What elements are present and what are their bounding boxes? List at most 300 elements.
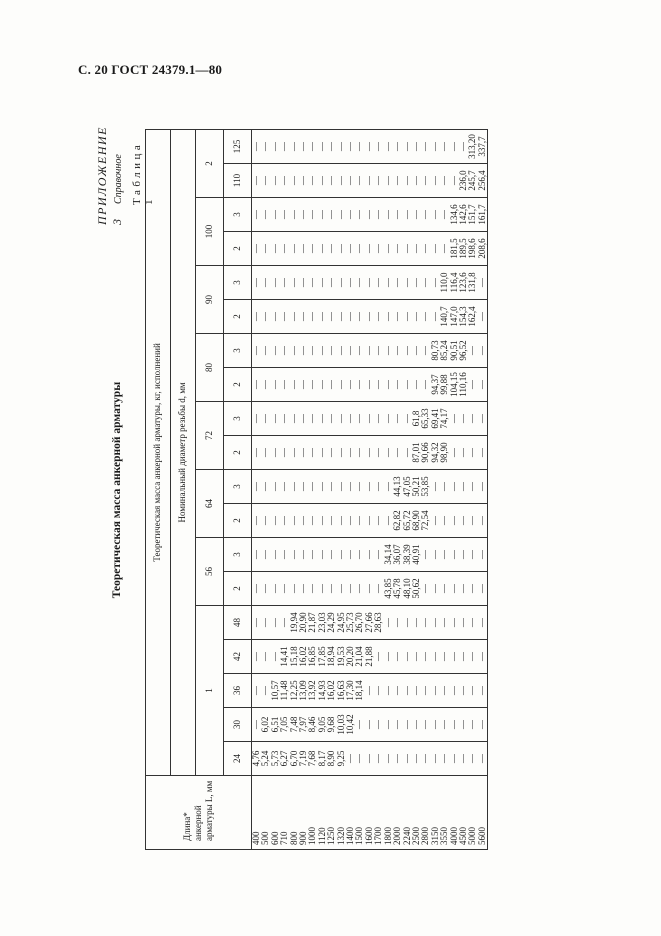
mass-cell: — xyxy=(271,538,280,572)
mass-cell: — xyxy=(450,742,459,776)
mass-cell: — xyxy=(421,232,430,266)
length-cell: 3150 xyxy=(431,776,440,850)
mass-cell: — xyxy=(459,674,468,708)
mass-cell: — xyxy=(290,368,299,402)
mass-cell: — xyxy=(355,742,364,776)
mass-cell: 40,91 xyxy=(412,538,421,572)
mass-cell: — xyxy=(440,674,449,708)
mass-cell: — xyxy=(431,300,440,334)
mass-cell: — xyxy=(355,300,364,334)
length-cell: 500 xyxy=(261,776,270,850)
mass-cell: — xyxy=(478,470,488,504)
mass-cell: — xyxy=(318,232,327,266)
mass-cell: — xyxy=(252,708,262,742)
mass-cell: — xyxy=(355,164,364,198)
mass-cell: — xyxy=(440,198,449,232)
length-cell: 2240 xyxy=(403,776,412,850)
mass-cell: — xyxy=(365,504,374,538)
length-cell: 5600 xyxy=(478,776,488,850)
mass-cell: — xyxy=(374,436,383,470)
mass-cell: — xyxy=(308,368,317,402)
mass-cell: — xyxy=(280,470,289,504)
mass-cell: — xyxy=(252,164,262,198)
mass-cell: — xyxy=(459,572,468,606)
mass-cell: — xyxy=(374,129,383,163)
mass-cell: — xyxy=(327,232,336,266)
length-cell: 1600 xyxy=(365,776,374,850)
mass-cell: 245,7 xyxy=(468,164,477,198)
mass-cell: — xyxy=(468,742,477,776)
mass-cell: — xyxy=(355,708,364,742)
mass-cell: 181,5 xyxy=(450,232,459,266)
mass-cell: 27,66 xyxy=(365,606,374,640)
mass-cell: — xyxy=(384,334,393,368)
mass-cell: 94,37 xyxy=(431,368,440,402)
mass-cell: — xyxy=(261,402,270,436)
mass-cell: 24,95 xyxy=(337,606,346,640)
mass-cell: — xyxy=(393,436,402,470)
length-cell: 1500 xyxy=(355,776,364,850)
mass-cell: 14,93 xyxy=(318,674,327,708)
mass-cell: — xyxy=(365,572,374,606)
mass-cell: — xyxy=(384,742,393,776)
mass-cell: — xyxy=(346,232,355,266)
mass-cell: — xyxy=(450,470,459,504)
mass-cell: — xyxy=(337,232,346,266)
mass-cell: — xyxy=(478,402,488,436)
mass-cell: — xyxy=(393,640,402,674)
length-cell: 4000 xyxy=(450,776,459,850)
mass-cell: 96,52 xyxy=(459,334,468,368)
mass-cell: — xyxy=(412,640,421,674)
mass-cell: — xyxy=(412,606,421,640)
mass-cell: 140,7 xyxy=(440,300,449,334)
mass-cell: — xyxy=(478,742,488,776)
mass-cell: — xyxy=(299,504,308,538)
mass-header: Теоретическая масса анкерной арматуры, кг, исполнений xyxy=(146,129,171,775)
mass-cell: — xyxy=(355,266,364,300)
length-cell: 2000 xyxy=(393,776,402,850)
mass-cell: — xyxy=(280,164,289,198)
mass-cell: 90,66 xyxy=(421,436,430,470)
length-cell: 710 xyxy=(280,776,289,850)
diameter-cell: 48 xyxy=(224,606,252,640)
mass-cell: — xyxy=(290,334,299,368)
table-body xyxy=(252,129,488,849)
mass-cell: — xyxy=(384,129,393,163)
length-cell: 1700 xyxy=(374,776,383,850)
mass-cell: 25,73 xyxy=(346,606,355,640)
table-label: Таблица 1 xyxy=(131,141,155,205)
mass-cell: 7,48 xyxy=(290,708,299,742)
mass-cell: — xyxy=(478,504,488,538)
mass-cell: 65,72 xyxy=(403,504,412,538)
mass-cell: — xyxy=(252,198,262,232)
mass-cell: 45,78 xyxy=(393,572,402,606)
mass-cell: — xyxy=(431,640,440,674)
mass-cell: — xyxy=(327,198,336,232)
mass-cell: — xyxy=(290,232,299,266)
mass-cell: — xyxy=(374,640,383,674)
mass-cell: — xyxy=(431,674,440,708)
mass-cell: — xyxy=(280,232,289,266)
mass-cell: — xyxy=(299,129,308,163)
mass-cell: 16,85 xyxy=(308,640,317,674)
mass-cell: — xyxy=(412,129,421,163)
mass-cell: — xyxy=(308,538,317,572)
mass-cell: — xyxy=(440,232,449,266)
mass-cell: — xyxy=(327,334,336,368)
length-cell: 1320 xyxy=(337,776,346,850)
mass-cell: — xyxy=(384,164,393,198)
mass-cell: — xyxy=(252,232,262,266)
diameter-cell: 100 xyxy=(196,198,224,266)
mass-cell: — xyxy=(459,129,468,163)
mass-cell: — xyxy=(365,436,374,470)
mass-cell: — xyxy=(261,198,270,232)
mass-cell: — xyxy=(337,436,346,470)
mass-cell: 87,01 xyxy=(412,436,421,470)
mass-cell: — xyxy=(337,572,346,606)
mass-cell: 7,68 xyxy=(308,742,317,776)
mass-cell: — xyxy=(337,129,346,163)
length-cell: 1120 xyxy=(318,776,327,850)
mass-cell: — xyxy=(280,402,289,436)
mass-cell: — xyxy=(459,742,468,776)
mass-cell: — xyxy=(252,538,262,572)
length-cell: 1800 xyxy=(384,776,393,850)
mass-cell: 189,5 xyxy=(459,232,468,266)
mass-cell: — xyxy=(308,129,317,163)
mass-cell: — xyxy=(374,708,383,742)
mass-cell: — xyxy=(252,674,262,708)
mass-cell: — xyxy=(384,708,393,742)
mass-cell: — xyxy=(459,470,468,504)
mass-cell: 6,70 xyxy=(290,742,299,776)
mass-cell: — xyxy=(355,334,364,368)
mass-cell: — xyxy=(393,266,402,300)
mass-cell: 99,88 xyxy=(440,368,449,402)
mass-cell: 90,51 xyxy=(450,334,459,368)
diameter-cell: 56 xyxy=(196,538,224,606)
mass-cell: — xyxy=(384,640,393,674)
mass-cell: — xyxy=(440,470,449,504)
exec-header: 3 xyxy=(224,402,252,436)
mass-cell: — xyxy=(252,470,262,504)
mass-cell: — xyxy=(478,300,488,334)
mass-cell: — xyxy=(431,742,440,776)
diameter-cell: 125 xyxy=(224,129,252,163)
exec-header: 3 xyxy=(224,538,252,572)
mass-cell: — xyxy=(421,198,430,232)
mass-cell: — xyxy=(374,198,383,232)
mass-cell: — xyxy=(384,504,393,538)
exec-header: 2 xyxy=(196,129,224,197)
mass-cell: — xyxy=(393,164,402,198)
mass-cell: — xyxy=(271,164,280,198)
mass-cell: — xyxy=(355,436,364,470)
mass-cell: — xyxy=(271,402,280,436)
mass-cell: — xyxy=(280,538,289,572)
mass-cell: — xyxy=(365,129,374,163)
mass-cell: 17,85 xyxy=(318,640,327,674)
mass-cell: — xyxy=(412,232,421,266)
mass-cell: — xyxy=(431,504,440,538)
mass-cell: — xyxy=(365,266,374,300)
mass-cell: — xyxy=(403,232,412,266)
mass-cell: — xyxy=(346,572,355,606)
mass-cell: — xyxy=(450,538,459,572)
exec-header: 3 xyxy=(224,470,252,504)
mass-cell: 20,90 xyxy=(299,606,308,640)
mass-cell: — xyxy=(412,742,421,776)
mass-cell: — xyxy=(412,198,421,232)
mass-cell: — xyxy=(261,300,270,334)
mass-cell: — xyxy=(478,266,488,300)
mass-cell: 154,3 xyxy=(459,300,468,334)
mass-cell: 134,6 xyxy=(450,198,459,232)
mass-cell: — xyxy=(299,198,308,232)
mass-cell: — xyxy=(299,470,308,504)
mass-cell: — xyxy=(478,334,488,368)
mass-cell: — xyxy=(355,572,364,606)
table-row xyxy=(478,129,488,849)
mass-cell: — xyxy=(450,164,459,198)
length-cell: 3550 xyxy=(440,776,449,850)
mass-cell: 15,18 xyxy=(290,640,299,674)
mass-cell: 8,90 xyxy=(327,742,336,776)
length-cell: 5000 xyxy=(468,776,477,850)
mass-cell: — xyxy=(374,470,383,504)
mass-cell: 62,82 xyxy=(393,504,402,538)
mass-cell: — xyxy=(308,470,317,504)
diameter-cell: 90 xyxy=(196,266,224,334)
length-cell: 1400 xyxy=(346,776,355,850)
mass-cell: — xyxy=(365,300,374,334)
mass-cell: — xyxy=(412,708,421,742)
mass-cell: — xyxy=(412,266,421,300)
mass-cell: — xyxy=(440,708,449,742)
mass-cell: 6,51 xyxy=(271,708,280,742)
mass-cell: — xyxy=(346,538,355,572)
mass-cell: — xyxy=(261,232,270,266)
mass-cell: — xyxy=(384,266,393,300)
mass-cell: 7,97 xyxy=(299,708,308,742)
mass-cell: — xyxy=(393,708,402,742)
mass-cell: 23,03 xyxy=(318,606,327,640)
mass-cell: — xyxy=(299,300,308,334)
mass-cell: — xyxy=(355,504,364,538)
mass-cell: 11,48 xyxy=(280,674,289,708)
mass-cell: — xyxy=(403,129,412,163)
mass-cell: — xyxy=(346,266,355,300)
mass-cell: — xyxy=(440,504,449,538)
mass-cell: 80,73 xyxy=(431,334,440,368)
mass-cell: — xyxy=(252,402,262,436)
mass-cell: — xyxy=(365,742,374,776)
mass-cell: — xyxy=(478,436,488,470)
exec-header: 3 xyxy=(224,198,252,232)
mass-cell: 256,4 xyxy=(478,164,488,198)
mass-cell: 162,4 xyxy=(468,300,477,334)
mass-cell: — xyxy=(403,640,412,674)
mass-cell: — xyxy=(308,572,317,606)
mass-cell: — xyxy=(252,266,262,300)
mass-cell: 13,09 xyxy=(299,674,308,708)
mass-cell: — xyxy=(468,606,477,640)
mass-cell: — xyxy=(459,504,468,538)
mass-cell: — xyxy=(393,232,402,266)
mass-cell: — xyxy=(403,402,412,436)
mass-cell: — xyxy=(374,300,383,334)
mass-cell: — xyxy=(440,572,449,606)
mass-cell: 7,05 xyxy=(280,708,289,742)
mass-cell: — xyxy=(365,538,374,572)
mass-cell: — xyxy=(393,368,402,402)
mass-cell: — xyxy=(459,640,468,674)
mass-cell: — xyxy=(355,538,364,572)
mass-cell: — xyxy=(478,606,488,640)
mass-cell: 5,73 xyxy=(271,742,280,776)
mass-cell: — xyxy=(271,436,280,470)
diameter-cell: 80 xyxy=(196,334,224,402)
mass-cell: — xyxy=(346,368,355,402)
mass-cell: 10,57 xyxy=(271,674,280,708)
mass-cell: — xyxy=(252,300,262,334)
mass-cell: — xyxy=(468,334,477,368)
mass-cell: — xyxy=(421,266,430,300)
mass-cell: — xyxy=(440,640,449,674)
mass-cell: 104,15 xyxy=(450,368,459,402)
exec-header: 2 xyxy=(224,436,252,470)
mass-cell: 7,19 xyxy=(299,742,308,776)
mass-cell: — xyxy=(318,129,327,163)
mass-cell: — xyxy=(290,436,299,470)
mass-cell: — xyxy=(431,470,440,504)
mass-cell: — xyxy=(308,504,317,538)
length-cell: 4500 xyxy=(459,776,468,850)
mass-cell: 69,41 xyxy=(431,402,440,436)
mass-cell: — xyxy=(440,129,449,163)
mass-cell: — xyxy=(403,300,412,334)
mass-cell: 10,42 xyxy=(346,708,355,742)
mass-cell: — xyxy=(337,164,346,198)
mass-cell: — xyxy=(337,504,346,538)
mass-cell: — xyxy=(346,402,355,436)
mass-cell: — xyxy=(271,572,280,606)
mass-cell: — xyxy=(261,164,270,198)
mass-cell: — xyxy=(346,742,355,776)
mass-cell: — xyxy=(308,334,317,368)
exec-header: 2 xyxy=(224,368,252,402)
mass-cell: — xyxy=(365,674,374,708)
mass-cell: — xyxy=(374,674,383,708)
mass-cell: 24,29 xyxy=(327,606,336,640)
mass-cell: 43,85 xyxy=(384,572,393,606)
mass-cell: — xyxy=(299,368,308,402)
mass-cell: — xyxy=(421,674,430,708)
mass-cell: 110,16 xyxy=(459,368,468,402)
mass-cell: — xyxy=(365,232,374,266)
mass-cell: — xyxy=(384,674,393,708)
mass-cell: — xyxy=(252,436,262,470)
mass-cell: 36,07 xyxy=(393,538,402,572)
length-cell: 800 xyxy=(290,776,299,850)
mass-cell: 21,04 xyxy=(355,640,364,674)
mass-cell: — xyxy=(478,572,488,606)
mass-cell: — xyxy=(271,266,280,300)
mass-cell: — xyxy=(421,572,430,606)
mass-cell: — xyxy=(271,198,280,232)
mass-cell: — xyxy=(468,470,477,504)
mass-cell: — xyxy=(280,436,289,470)
mass-cell: 198,6 xyxy=(468,232,477,266)
mass-cell: 10,03 xyxy=(337,708,346,742)
mass-cell: — xyxy=(346,334,355,368)
mass-cell: — xyxy=(327,572,336,606)
mass-cell: — xyxy=(327,266,336,300)
mass-cell: 123,6 xyxy=(459,266,468,300)
mass-cell: — xyxy=(327,368,336,402)
mass-cell: — xyxy=(290,402,299,436)
mass-cell: — xyxy=(290,538,299,572)
mass-cell: — xyxy=(384,470,393,504)
mass-cell: — xyxy=(412,674,421,708)
table-title: Теоретическая масса анкерной арматуры xyxy=(111,381,123,599)
mass-cell: — xyxy=(261,334,270,368)
mass-cell: — xyxy=(346,164,355,198)
mass-cell: 68,90 xyxy=(412,504,421,538)
mass-cell: — xyxy=(261,368,270,402)
mass-cell: — xyxy=(280,368,289,402)
mass-cell: — xyxy=(290,164,299,198)
mass-cell: — xyxy=(403,334,412,368)
mass-cell: 17,30 xyxy=(346,674,355,708)
mass-cell: — xyxy=(431,572,440,606)
diameter-header: Номинальный диаметр резьбы d, мм xyxy=(171,129,196,775)
mass-cell: — xyxy=(261,436,270,470)
mass-cell: — xyxy=(374,402,383,436)
mass-table xyxy=(145,129,488,850)
mass-cell: — xyxy=(252,504,262,538)
mass-cell: 65,33 xyxy=(421,402,430,436)
mass-cell: — xyxy=(450,129,459,163)
mass-cell: 34,14 xyxy=(384,538,393,572)
mass-cell: — xyxy=(450,640,459,674)
mass-cell: — xyxy=(468,640,477,674)
mass-cell: — xyxy=(318,334,327,368)
mass-cell: — xyxy=(318,572,327,606)
mass-cell: — xyxy=(318,164,327,198)
mass-cell: — xyxy=(403,436,412,470)
mass-cell: — xyxy=(308,164,317,198)
mass-cell: — xyxy=(468,572,477,606)
mass-cell: — xyxy=(384,198,393,232)
mass-cell: — xyxy=(337,334,346,368)
mass-cell: — xyxy=(299,402,308,436)
mass-cell: — xyxy=(450,504,459,538)
mass-cell: — xyxy=(290,572,299,606)
mass-cell: 44,13 xyxy=(393,470,402,504)
diameter-cell: 36 xyxy=(224,674,252,708)
mass-cell: — xyxy=(374,504,383,538)
mass-cell: — xyxy=(299,334,308,368)
mass-cell: 72,54 xyxy=(421,504,430,538)
mass-cell: — xyxy=(393,129,402,163)
mass-cell: — xyxy=(384,436,393,470)
appendix-title: ПРИЛОЖЕНИЕ 3 xyxy=(95,126,124,225)
mass-cell: — xyxy=(403,368,412,402)
